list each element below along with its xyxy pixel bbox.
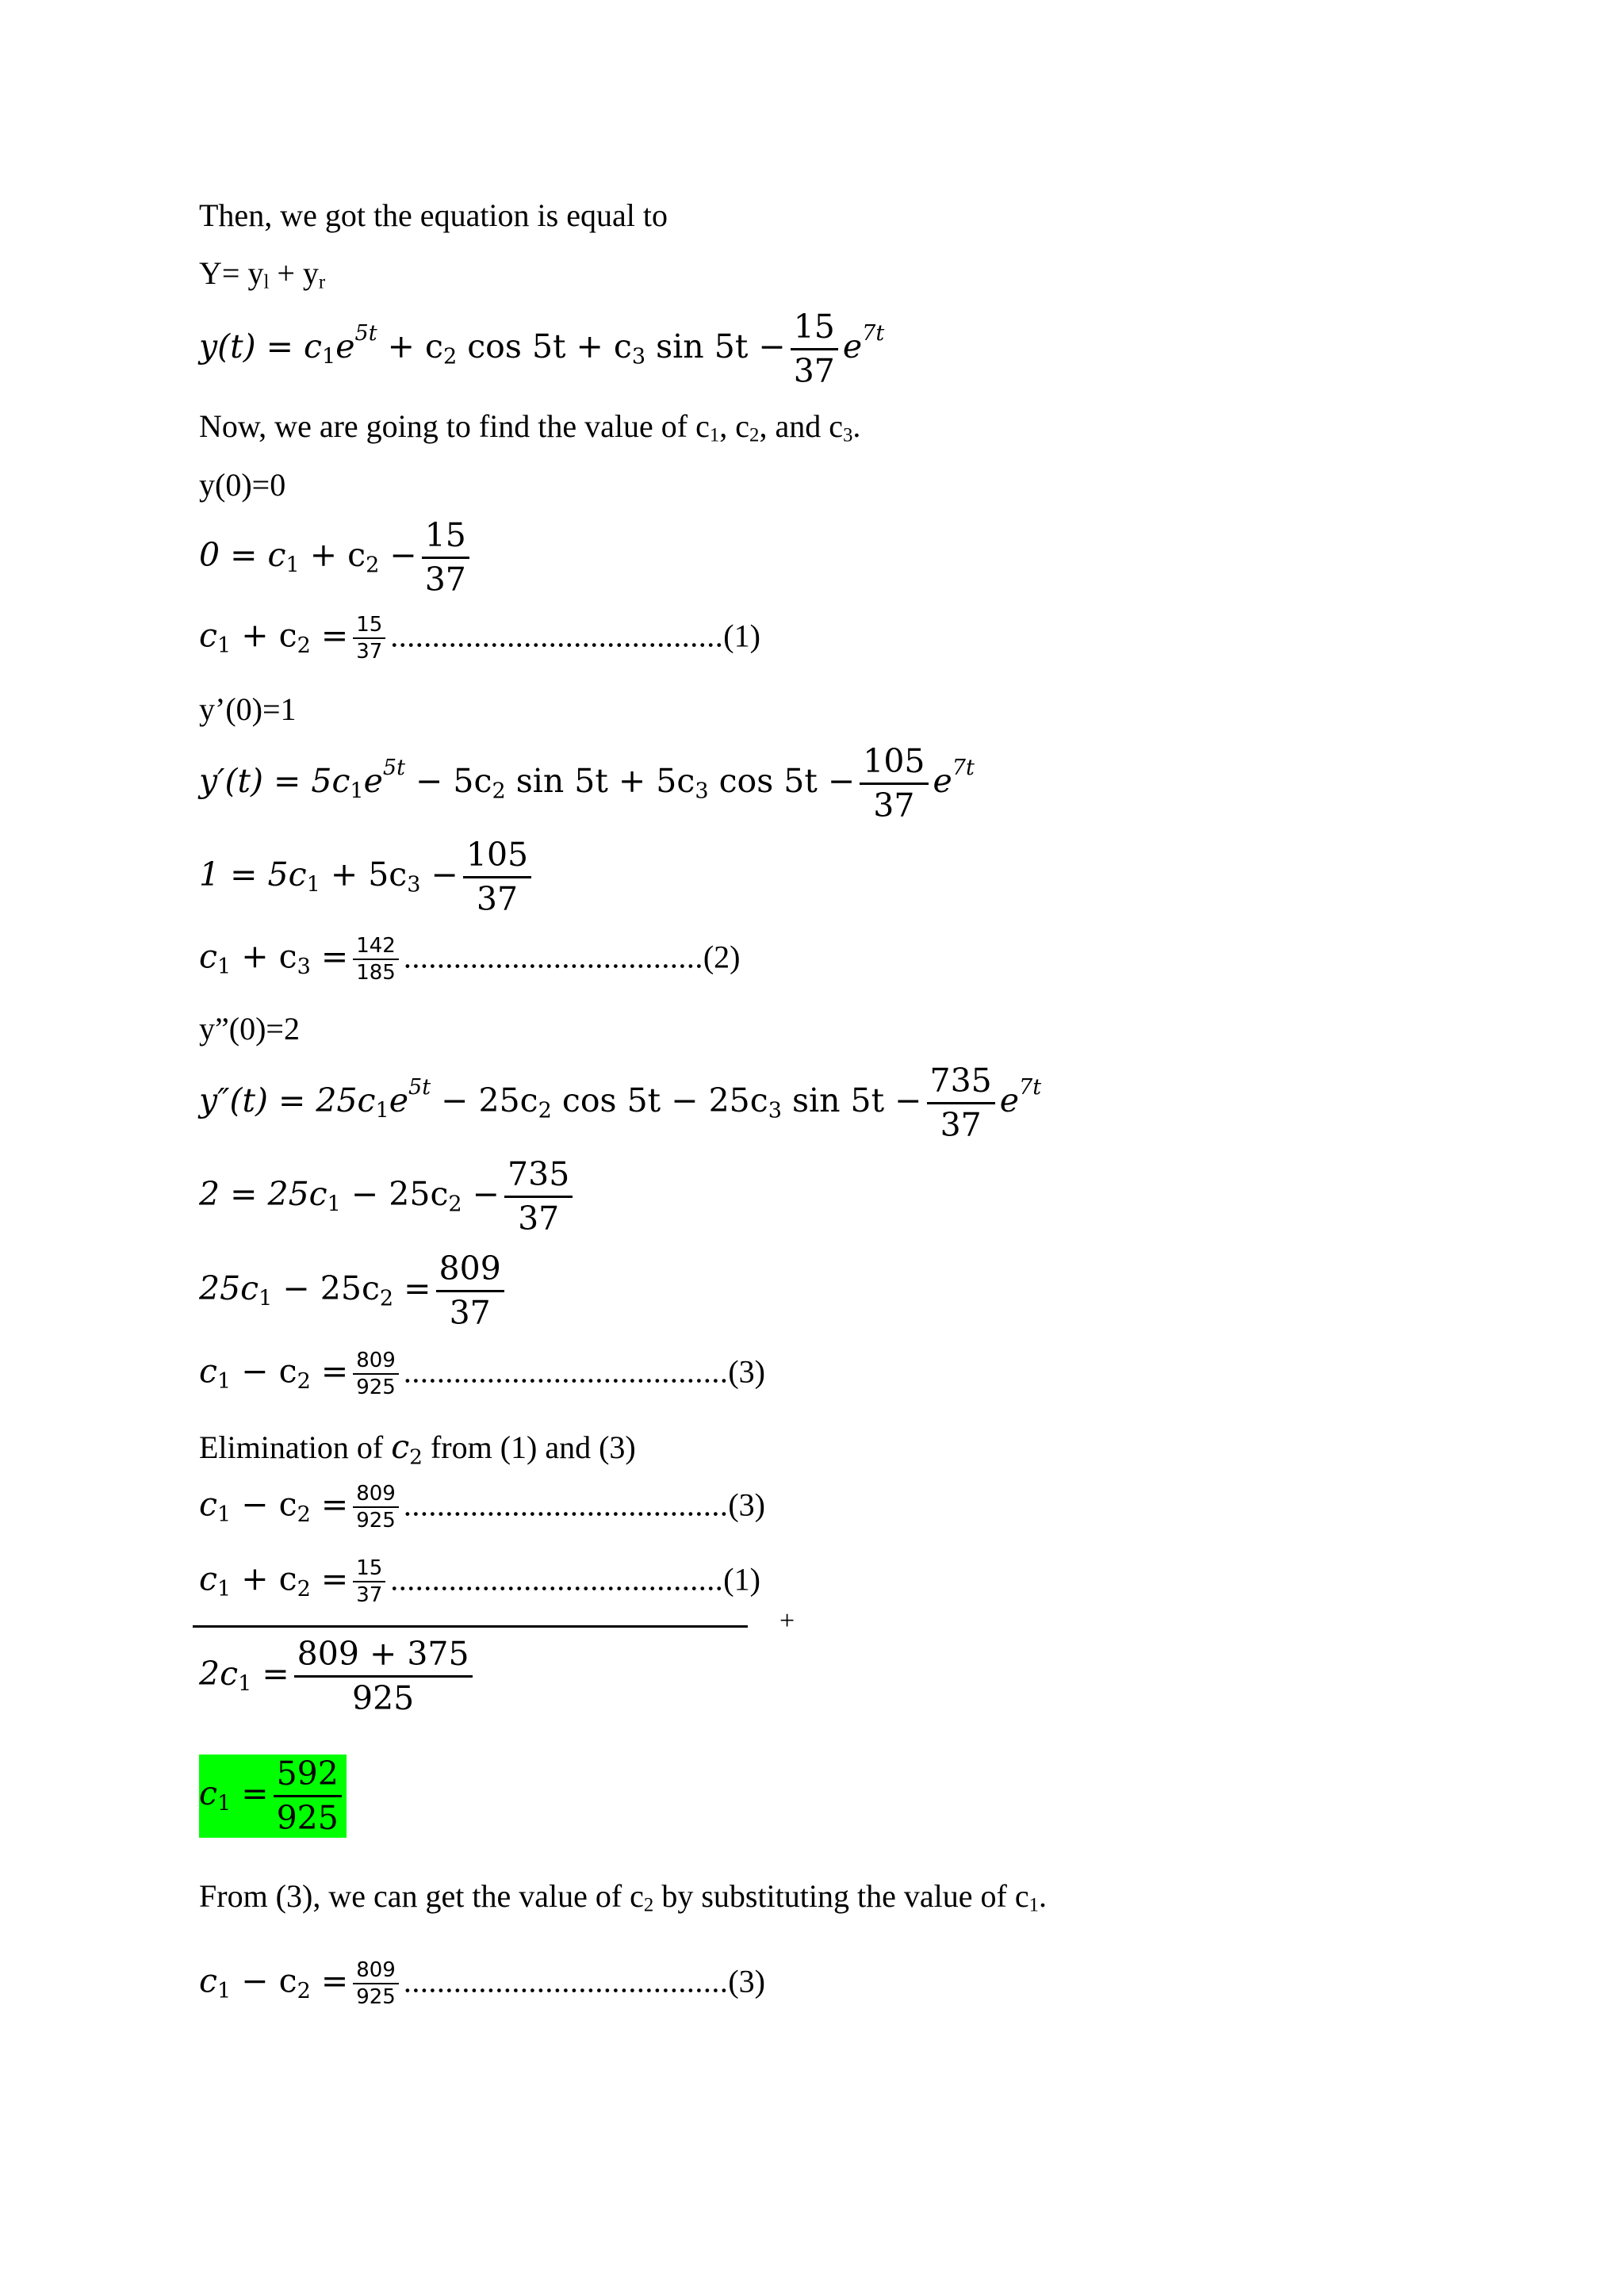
result-highlight: $c_1$ = $\frac{592}{925}$: [199, 1755, 347, 1838]
general-solution-equation: $y(t) = c_1e^{5t} + c_2$ $\cos 5t + c_3$ sin 5t − $\frac{15}{37}$ $e^{7t}$: [199, 308, 885, 390]
find-constants-text: Now, we are going to find the value of c1, c2, and c3.: [199, 408, 861, 446]
equation-1: $c_1 + c_2$ = $\frac{15}{37}$ ........................................(1): [199, 613, 760, 664]
initial-condition-3: y”(0)=2: [199, 1011, 300, 1047]
equation-3: $c_1 - c_2$ = $\frac{809}{925}$ .......................................(3): [199, 1349, 765, 1399]
first-derivative-equation: $y'(t) = 5c_1e^{5t} - 5c_2$ $\sin 5t + 5c_3$ cos 5t − $\frac{105}{37}$ $e^{7t}$: [199, 742, 975, 825]
equation-1-repeat: $c_1 + c_2$ = $\frac{15}{37}$ ........................................(1): [199, 1556, 760, 1607]
initial-condition-2: y’(0)=1: [199, 691, 297, 727]
equation-y2: $2 = 25c_1 - 25c_2$ − $\frac{735}{37}$: [199, 1158, 577, 1235]
initial-condition-1: y(0)=0: [199, 467, 286, 503]
equation-2: $c_1 + c_3$ = $\frac{142}{185}$ ....................................(2): [199, 934, 741, 985]
equation-sum: $2c_1$ = $\frac{809 + 375}{925}$: [199, 1638, 477, 1715]
equation-3-final: $c_1 - c_2$ = $\frac{809}{925}$ .......................................(3): [199, 1958, 765, 2009]
second-derivative-equation: $y''(t) = 25c_1e^{5t} - 25c_2$ $\cos 5t - 25c_3$ sin 5t − $\frac{735}{37}$ $e^{7t}$: [199, 1062, 1042, 1144]
addition-rule: [193, 1625, 748, 1628]
substitution-text: From (3), we can get the value of c2 by substituting the value of c1.: [199, 1878, 1047, 1916]
equation-y0: $0 = c_1 + c_2$ − $\frac{15}{37}$: [199, 519, 474, 596]
equation-3-repeat: $c_1 - c_2$ = $\frac{809}{925}$ .......................................(3): [199, 1482, 765, 1533]
sum-definition: Y= yl + yr: [199, 255, 326, 293]
result-c1: [199, 1755, 347, 1838]
elimination-text: Elimination of $c_2$ from (1) and (3): [199, 1428, 636, 1470]
equation-simplified: $25c_1 - 25c_2$ = $\frac{809}{37}$: [199, 1253, 509, 1330]
intro-text: Then, we got the equation is equal to: [199, 197, 668, 233]
plus-sign: +: [779, 1606, 795, 1636]
equation-y1: $1 = 5c_1 + 5c_3$ − $\frac{105}{37}$: [199, 839, 536, 916]
